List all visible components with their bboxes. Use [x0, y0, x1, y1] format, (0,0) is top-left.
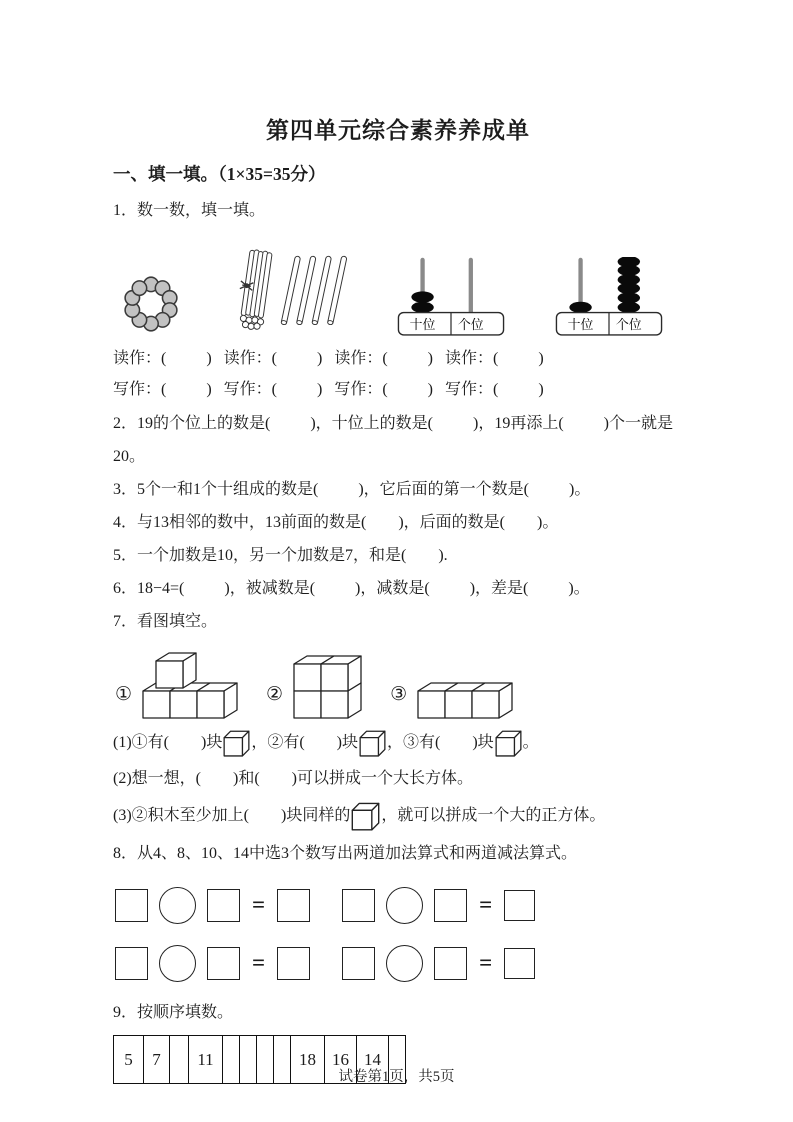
page-title: 第四单元综合素养养成单	[266, 118, 530, 143]
ones-place-label: 个位	[615, 316, 642, 332]
cube-figure-group-3	[390, 681, 515, 720]
question-7-figures	[115, 646, 683, 720]
question-9-text: 9．按顺序填数。	[113, 1004, 234, 1021]
sub1-text: ，③有( )块	[387, 733, 494, 751]
strip-cell: 5	[114, 1036, 144, 1083]
equals-sign: =	[252, 892, 266, 917]
page-footer: 试卷第1页，共5页	[338, 1069, 455, 1085]
question-7-sub3	[113, 795, 683, 835]
write-as-blank: 写作：( )	[334, 381, 434, 398]
answer-box	[207, 889, 240, 922]
cube-figure-group-2	[266, 652, 364, 720]
operator-circle	[159, 887, 196, 924]
answer-box	[504, 948, 535, 979]
figure-2-label: ②	[266, 684, 284, 705]
write-as-blank: 写作：( )	[445, 381, 544, 398]
sticks-bundle-figure	[233, 243, 349, 337]
write-as-blank: 写作：( )	[113, 381, 212, 398]
abacus-figure-2	[553, 257, 665, 337]
question-6-text: 6．18−4=( )，被减数是( )，减数是( )，差是( )。	[113, 580, 590, 597]
answer-box	[277, 947, 310, 980]
cube-figure-1	[140, 652, 240, 720]
answer-box	[277, 889, 310, 922]
unit-cube-icon	[358, 728, 387, 757]
answer-box	[115, 947, 148, 980]
sub1-text: 。	[522, 733, 539, 751]
cube-figure-group-1	[115, 652, 240, 720]
question-1-figures	[115, 239, 683, 337]
unit-cube-icon	[494, 728, 523, 757]
equals-sign: =	[479, 950, 493, 975]
unit-cube-icon	[350, 800, 381, 831]
read-as-blank: 读作：( )	[445, 350, 544, 367]
answer-box	[115, 889, 148, 922]
sub1-text: (1)①有( )块	[113, 733, 223, 751]
equals-sign: =	[479, 892, 493, 917]
sub1-text: ，②有( )块	[251, 733, 358, 751]
strip-cell: 14	[357, 1036, 389, 1083]
question-7-sub2: (2)想一想，( )和( )可以拼成一个大长方体。	[113, 770, 473, 787]
sub3-text: ，就可以拼成一个大的正方体。	[381, 806, 606, 824]
question-5-text: 5．一个加数是10，另一个加数是7，和是( ).	[113, 547, 448, 564]
question-2-line1: 2．19的个位上的数是( )，十位上的数是( )，19再添上( )个一就是	[113, 415, 673, 432]
answer-box	[342, 889, 375, 922]
question-2-line2: 20。	[113, 448, 146, 465]
answer-box	[504, 890, 535, 921]
question-3-text: 3．5个一和1个十组成的数是( )，它后面的第一个数是( )。	[113, 481, 591, 498]
operator-circle	[386, 945, 423, 982]
question-7-text: 7．看图填空。	[113, 613, 218, 630]
read-as-blank: 读作：( )	[223, 350, 323, 367]
tens-place-label: 十位	[567, 316, 594, 332]
equation-row-1	[115, 886, 683, 924]
read-as-row	[113, 343, 683, 374]
read-as-blank: 读作：( )	[113, 350, 212, 367]
write-as-row	[113, 374, 683, 405]
strip-cell: 11	[189, 1036, 223, 1083]
unit-cube-icon	[222, 728, 251, 757]
sub3-text: (3)②积木至少加上( )块同样的	[113, 806, 351, 824]
bead-ring-figure	[115, 271, 187, 337]
tens-place-label: 十位	[409, 316, 436, 332]
equation-row-2	[115, 944, 683, 982]
answer-box	[342, 947, 375, 980]
question-4-text: 4．与13相邻的数中，13前面的数是( )，后面的数是( )。	[113, 514, 559, 531]
abacus-figure-1	[395, 257, 507, 337]
strip-cell: 7	[144, 1036, 170, 1083]
answer-box	[434, 889, 467, 922]
cube-figure-2	[291, 652, 364, 720]
question-1-text: 1．数一数，填一填。	[113, 202, 266, 219]
read-as-blank: 读作：( )	[334, 350, 434, 367]
answer-box	[207, 947, 240, 980]
section-heading: 一、填一填。（1×35=35分）	[113, 164, 326, 184]
operator-circle	[386, 887, 423, 924]
strip-cell: 16	[325, 1036, 357, 1083]
figure-1-label: ①	[115, 684, 133, 705]
write-as-blank: 写作：( )	[223, 381, 323, 398]
answer-box	[434, 947, 467, 980]
question-7-sub1	[113, 722, 683, 762]
cube-figure-3	[415, 681, 515, 720]
equals-sign: =	[252, 950, 266, 975]
figure-3-label: ③	[390, 684, 408, 705]
question-8-text: 8．从4、8、10、14中选3个数写出两道加法算式和两道减法算式。	[113, 845, 578, 862]
operator-circle	[159, 945, 196, 982]
ones-place-label: 个位	[457, 316, 484, 332]
strip-cell: 18	[291, 1036, 325, 1083]
